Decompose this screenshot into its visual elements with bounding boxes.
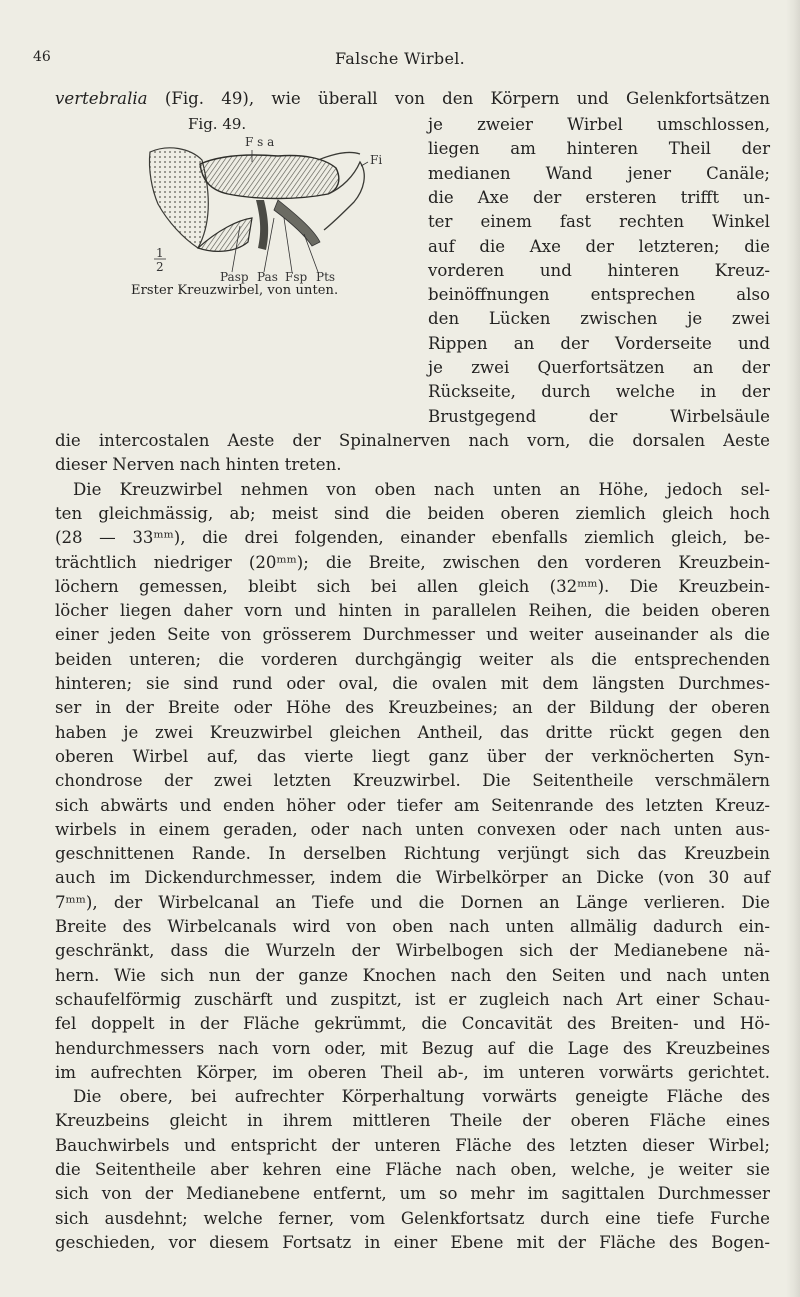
text-line: löcher liegen daher vorn und hinten in parallelen Reihen, die beiden oberen xyxy=(55,601,770,621)
text-line: chondrose der zwei letzten Kreuzwirbel. Die Seitentheile verschmälern xyxy=(55,771,770,791)
text-line: beiden unteren; die vorderen durchgängig weiter als die entsprechenden xyxy=(55,649,770,669)
label-fsp: Fsp xyxy=(285,270,308,284)
figure-caption: Erster Kreuzwirbel, von unten. xyxy=(131,283,339,298)
emphasis-term: vertebralia xyxy=(55,89,148,108)
label-fsa: F s a xyxy=(245,135,275,149)
text-line: dieser Nerven nach hinten treten. xyxy=(55,455,342,475)
text-line: die Axe der ersteren trifft un- xyxy=(428,187,770,207)
text-line: oberen Wirbel auf, das vierte liegt ganz über der verknöcherten Syn- xyxy=(55,746,770,766)
text-line: sich von der Medianebene entfernt, um so mehr im sagittalen Durchmesser xyxy=(55,1184,770,1204)
text-line: ten gleichmässig, ab; meist sind die beiden oberen ziemlich gleich hoch xyxy=(55,503,770,523)
text-line: liegen am hinteren Theil der xyxy=(428,139,770,159)
text-line: sich abwärts und enden höher oder tiefer am Seitenrande des letzten Kreuz- xyxy=(55,795,770,815)
text-line: Breite des Wirbelcanals wird von oben nach unten allmälig dadurch ein- xyxy=(55,917,770,936)
text-line: auf die Axe der letzteren; die xyxy=(428,236,770,256)
text-line: ser in der Breite oder Höhe des Kreuzbeines; an der Bildung der oberen xyxy=(55,698,770,718)
right-process-shape xyxy=(274,200,320,246)
first-line xyxy=(55,86,770,112)
text-line: Brustgegend der Wirbelsäule xyxy=(428,406,770,426)
leader-line-fi xyxy=(361,162,368,166)
text-line: beinöffnungen entsprechen also xyxy=(428,285,770,305)
text-line: medianen Wand jener Canäle; xyxy=(428,163,770,183)
label-pts: Pts xyxy=(316,270,336,284)
label-1: 1 xyxy=(156,246,164,260)
text-line: die Seitentheile aber kehren eine Fläche nach oben, welche, je weiter sie xyxy=(55,1160,770,1179)
vertebra-figure xyxy=(128,130,428,285)
first-line-rest: (Fig. 49), wie überall von den Körpern und Gelenkfortsätzen xyxy=(147,89,770,108)
page-edge-shadow xyxy=(786,0,800,1297)
text-line: auch im Dickendurchmesser, indem die Wirbelkörper an Dicke (von 30 auf xyxy=(55,868,770,888)
spinous-process-shape xyxy=(256,200,268,250)
text-line: die intercostalen Aeste der Spinalnerven nach vorn, die dorsalen Aeste xyxy=(55,431,770,450)
text-line: sich ausdehnt; welche ferner, vom Gelenkfortsatz durch eine tiefe Furche xyxy=(55,1208,770,1228)
text-line: im aufrechten Körper, im oberen Theil ab-, im unteren vorwärts gerichtet. xyxy=(55,1062,770,1082)
label-fi: Fi xyxy=(370,153,383,167)
text-line: Kreuzbeins gleicht in ihrem mittleren Theile der oberen Fläche eines xyxy=(55,1111,770,1131)
text-line: Rückseite, durch welche in der xyxy=(428,382,770,402)
text-line: löchern gemessen, bleibt sich bei allen gleich (32ᵐᵐ). Die Kreuzbein- xyxy=(55,576,770,596)
label-pasp: Pasp xyxy=(220,270,249,284)
left-ala-shape xyxy=(149,148,208,248)
text-line: geschränkt, dass die Wurzeln der Wirbelbogen sich der Medianebene nä- xyxy=(55,941,770,961)
text-line: einer jeden Seite von grösserem Durchmesser und weiter auseinander als die xyxy=(55,625,770,645)
text-line: (28 — 33ᵐᵐ), die drei folgenden, einander ebenfalls ziemlich gleich, be- xyxy=(55,528,770,548)
vertebral-body-shape xyxy=(200,155,339,199)
label-2: 2 xyxy=(156,260,164,274)
figure-label: Fig. 49. xyxy=(188,115,247,133)
text-line: Die obere, bei aufrechter Körperhaltung vorwärts geneigte Fläche des xyxy=(73,1087,770,1107)
text-line: geschnittenen Rande. In derselben Richtung verjüngt sich das Kreuzbein xyxy=(55,844,770,864)
text-line: den Lücken zwischen je zwei xyxy=(428,309,770,329)
text-line: je zwei Querfortsätzen an der xyxy=(428,358,770,377)
text-line: wirbels in einem geraden, oder nach unten convexen oder nach unten aus- xyxy=(55,819,770,839)
leader-line-fsp xyxy=(284,218,292,272)
text-line: 7ᵐᵐ), der Wirbelcanal an Tiefe und die Dornen an Länge verlieren. Die xyxy=(55,892,770,912)
text-line: ter einem fast rechten Winkel xyxy=(428,212,770,232)
page-number: 46 xyxy=(33,49,51,65)
text-line: trächtlich niedriger (20ᵐᵐ); die Breite, zwischen den vorderen Kreuzbein- xyxy=(55,552,770,572)
label-pas: Pas xyxy=(257,270,278,284)
text-line: Bauchwirbels und entspricht der unteren Fläche des letzten dieser Wirbel; xyxy=(55,1135,770,1155)
text-line: geschieden, vor diesem Fortsatz in einer Ebene mit der Fläche des Bogen- xyxy=(55,1232,770,1252)
text-line: Rippen an der Vorderseite und xyxy=(428,333,770,353)
right-rim-outline xyxy=(318,152,360,160)
text-line: hern. Wie sich nun der ganze Knochen nach den Seiten und nach unten xyxy=(55,965,770,985)
text-line: vorderen und hinteren Kreuz- xyxy=(428,260,770,280)
text-line: haben je zwei Kreuzwirbel gleichen Antheil, das dritte rückt gegen den xyxy=(55,722,770,742)
running-head: Falsche Wirbel. xyxy=(334,49,466,68)
text-line: schaufelförmig zuschärft und zuspitzt, ist er zugleich nach Art einer Schau- xyxy=(55,989,770,1009)
text-line: fel doppelt in der Fläche gekrümmt, die Concavität des Breiten- und Hö- xyxy=(55,1014,770,1034)
text-line: hinteren; sie sind rund oder oval, die ovalen mit dem längsten Durchmes- xyxy=(55,674,770,693)
text-line: hendurchmessers nach vorn oder, mit Bezug auf die Lage des Kreuzbeines xyxy=(55,1038,770,1058)
text-line: je zweier Wirbel umschlossen, xyxy=(428,115,770,134)
text-line: Die Kreuzwirbel nehmen von oben nach unten an Höhe, jedoch sel- xyxy=(73,479,770,499)
